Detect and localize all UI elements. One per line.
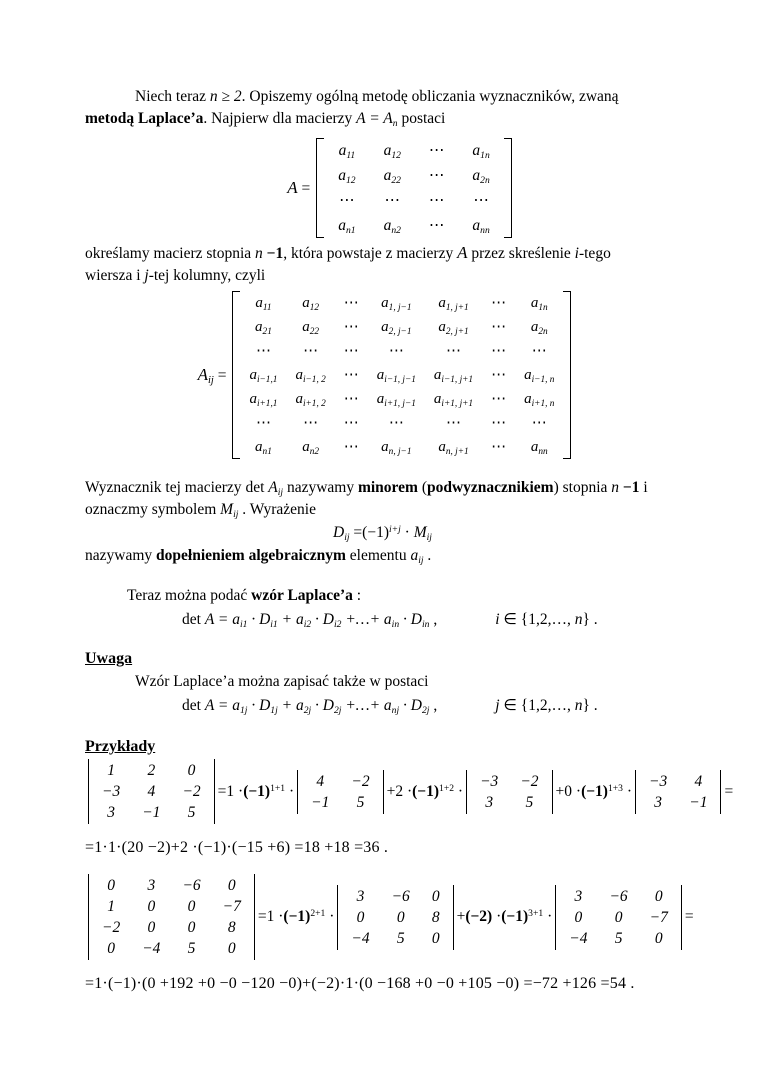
- math-run: $=1 \cdot(-1)^{1+1}$ ·: [217, 782, 295, 800]
- math-run: wzór Laplace’a: [251, 587, 353, 604]
- cofactor-paragraph: [85, 545, 680, 567]
- math-run: n: [255, 245, 263, 262]
- math-run: } .: [582, 611, 598, 628]
- matrix-cell: ⋯: [531, 415, 547, 431]
- spacer: [85, 824, 680, 836]
- math-run: n: [574, 697, 583, 714]
- math-run: $A = a_{i1} \cdot D_{i1} + a_{i2} \cdot D_{i2}$ +…+ $a_{in} \cdot D_{in}$: [204, 611, 430, 630]
- matrix-cell: ⋯: [491, 415, 507, 431]
- matrix-cell: $a_{n2}$: [302, 439, 319, 457]
- matrix-grid: [300, 771, 380, 813]
- matrix-cell: $a_{12}$: [338, 167, 356, 186]
- matrix-cell: 3: [485, 793, 494, 811]
- matrix-cell: 3: [574, 887, 583, 905]
- matrix-cell: ⋯: [255, 343, 271, 359]
- math-run: j: [144, 267, 149, 284]
- matrix-cell: 4: [147, 783, 156, 800]
- uwaga-heading: Uwaga: [85, 650, 133, 667]
- matrix-cell: $a_{n, j-1}$: [381, 439, 412, 457]
- matrix-cell: ⋯: [343, 295, 359, 311]
- matrix-cell: ⋯: [303, 415, 319, 431]
- matrix-cell: −3: [102, 783, 121, 800]
- uwaga-formula-line: [85, 693, 680, 719]
- matrix-a-lhs: [287, 178, 310, 198]
- matrix-cell: $a_{n1}$: [338, 217, 356, 236]
- math-run: oznaczmy symbolem: [85, 501, 221, 518]
- matrix-aij: [232, 291, 571, 459]
- matrix-grid: [638, 771, 718, 813]
- matrix-cell: ⋯: [343, 319, 359, 335]
- math-run: Niech teraz: [135, 88, 210, 105]
- matrix-grid: [558, 886, 679, 949]
- math-run: −1: [619, 479, 640, 496]
- matrix-bracket-left: [316, 138, 324, 238]
- math-run: minorem: [357, 479, 418, 496]
- math-run: . Wyrażenie: [238, 501, 316, 518]
- matrix-cell: ⋯: [428, 217, 445, 234]
- matrix-cell: −1: [142, 804, 161, 821]
- math-run: $+2 \cdot(-1)^{1+2}$ ·: [386, 782, 464, 800]
- example1-equation: [86, 759, 734, 824]
- math-run: nazywamy: [283, 479, 358, 496]
- math-run: } .: [582, 697, 598, 714]
- matrix-cell: $a_{2n}$: [472, 167, 490, 186]
- matrix-cell: $a_{21}$: [255, 319, 272, 337]
- matrix-cell: $a_{12}$: [383, 142, 401, 161]
- matrix-cell: ⋯: [491, 319, 507, 335]
- math-run: =: [297, 180, 311, 197]
- determinant-matrix: [466, 770, 552, 814]
- matrix-cell: ⋯: [446, 415, 461, 431]
- matrix-cell: 8: [431, 908, 440, 926]
- matrix-cell: ⋯: [446, 343, 461, 359]
- math-run: $A = a_{1j} \cdot D_{1j} + a_{2j} \cdot D_{2j}$ +…+ $a_{nj} \cdot D_{2j}$: [204, 697, 430, 716]
- matrix-cell: −1: [689, 793, 708, 811]
- matrix-cell: −6: [182, 877, 201, 894]
- matrix-cell: $a_{nn}$: [472, 217, 490, 236]
- math-run: −1: [262, 245, 284, 262]
- matrix-cell: −2: [351, 772, 370, 790]
- matrix-cell: −1: [311, 793, 330, 811]
- matrix-cell: 5: [187, 804, 196, 821]
- laplace-condition: [495, 607, 597, 633]
- math-run: $=1 \cdot(-1)^{2+1}$ ·: [257, 908, 335, 925]
- matrix-cell: ⋯: [255, 415, 271, 431]
- uwaga-condition: [495, 693, 597, 719]
- matrix-cell: $a_{i+1, 2}$: [295, 391, 326, 409]
- matrix-cell: 1: [107, 762, 115, 779]
- matrix-bracket-right: [504, 138, 512, 238]
- spacer: [85, 469, 680, 477]
- spacer: [85, 860, 680, 874]
- matrix-cell: ⋯: [388, 415, 404, 431]
- math-run: $M_{ij}$: [220, 501, 239, 520]
- matrix-cell: −6: [391, 887, 410, 905]
- matrix-cell: ⋯: [343, 415, 359, 431]
- matrix-cell: $a_{n1}$: [255, 439, 272, 457]
- matrix-cell: 0: [356, 908, 365, 926]
- matrix-cell: $a_{i-1, j-1}$: [376, 367, 416, 385]
- laplace-formula: [182, 607, 437, 633]
- matrix-cell: 0: [227, 877, 236, 894]
- matrix-cell: $a_{i+1,1}$: [249, 391, 278, 409]
- matrix-bracket-right: [563, 291, 571, 459]
- paragraph-line: [85, 477, 680, 499]
- matrix-cell: −2: [182, 783, 201, 800]
- matrix-cell: ⋯: [343, 343, 359, 359]
- matrix-cell: −3: [480, 772, 499, 790]
- determinant-matrix: [635, 770, 721, 814]
- math-run: i: [574, 245, 579, 262]
- matrix-cell: $a_{1, j-1}$: [381, 295, 412, 313]
- matrix-cell: 0: [654, 887, 663, 905]
- intro-paragraph: [85, 86, 680, 130]
- math-run: i: [495, 611, 500, 628]
- paragraph-line: [85, 265, 680, 287]
- matrix-cell: $a_{2, j+1}$: [438, 319, 469, 337]
- matrix-cell: ⋯: [428, 167, 445, 184]
- matrix-cell: ⋯: [491, 295, 507, 311]
- math-run: $a_{ij}$: [410, 547, 424, 566]
- matrix-bracket-left: [232, 291, 240, 459]
- matrix-cell: 2: [147, 762, 156, 779]
- cofactor-formula: [85, 521, 680, 545]
- math-run: nazywamy: [85, 547, 157, 564]
- matrix-cell: 1: [107, 898, 115, 915]
- math-run: =: [213, 367, 227, 384]
- math-run: podwyznacznikiem: [426, 479, 554, 496]
- uwaga-intro: [85, 671, 680, 693]
- math-run: =1·1·(20 −2)+2 ·(−1)·(−15 +6) =18 +18 =36 .: [85, 839, 389, 856]
- matrix-aij-lhs: [198, 365, 227, 385]
- math-run: ,: [429, 697, 438, 714]
- math-run: -tej kolumny, czyli: [148, 267, 266, 284]
- matrix-cell: 0: [227, 940, 236, 957]
- math-run: . Najpierw dla macierzy: [203, 110, 357, 127]
- math-run: A: [457, 243, 468, 262]
- math-run: Wzór Laplace’a można zapisać także w postaci: [135, 673, 429, 690]
- math-run: $A = A_n$: [356, 110, 398, 129]
- paragraph-line: [85, 242, 680, 265]
- matrix-cell: ⋯: [343, 367, 359, 383]
- math-run: det: [245, 479, 269, 496]
- matrix-cell: $a_{n, j+1}$: [438, 439, 469, 457]
- math-run: .: [423, 547, 432, 564]
- determinant-matrix: [337, 885, 453, 950]
- minor-paragraph: [85, 477, 680, 521]
- math-run: n: [209, 88, 218, 105]
- math-run: ∈ {1,2,…,: [499, 611, 575, 628]
- spacer: [85, 633, 680, 647]
- determinant-matrix: [88, 759, 215, 824]
- matrix-cell: 5: [396, 929, 405, 947]
- matrix-cell: $a_{22}$: [383, 167, 401, 186]
- example2-equation: [86, 874, 694, 960]
- math-run: elementu: [345, 547, 411, 564]
- matrix-cell: 3: [654, 793, 663, 811]
- matrix-cell: ⋯: [531, 343, 547, 359]
- matrix-cell: 5: [525, 793, 534, 811]
- matrix-cell: ⋯: [384, 192, 400, 209]
- matrix-a-equation: [119, 138, 680, 238]
- matrix-cell: 0: [187, 898, 196, 915]
- determinant-matrix: [555, 885, 682, 950]
- math-run: ,: [429, 611, 438, 628]
- matrix-cell: $a_{22}$: [302, 319, 319, 337]
- spacer: [85, 567, 680, 585]
- math-run: $A_{ij}$: [197, 365, 214, 387]
- math-run: ) stopnia: [553, 479, 612, 496]
- math-run: . Opiszemy ogólną metodę obliczania wyznaczników, zwaną: [241, 88, 619, 105]
- paragraph-line: [85, 86, 680, 108]
- matrix-cell: −7: [222, 898, 241, 915]
- matrix-cell: ⋯: [491, 367, 507, 383]
- matrix-cell: 5: [187, 940, 196, 957]
- math-run: j: [495, 697, 500, 714]
- matrix-cell: $a_{2, j-1}$: [381, 319, 412, 337]
- math-run: =: [684, 908, 694, 925]
- matrix-cell: ⋯: [491, 391, 507, 407]
- math-run: :: [352, 587, 362, 604]
- matrix-cell: 0: [147, 919, 156, 936]
- matrix-cell: 3: [107, 804, 115, 821]
- matrix-cell: 3: [147, 877, 156, 894]
- matrix-cell: 0: [107, 877, 115, 894]
- math-run: ∈ {1,2,…,: [499, 697, 575, 714]
- math-run: =: [724, 782, 734, 800]
- matrix-cell: 0: [654, 929, 663, 947]
- determinant-matrix: [88, 874, 255, 960]
- math-run: , która powstaje z macierzy: [283, 245, 458, 262]
- matrix-cell: 4: [316, 772, 325, 790]
- math-run: $D_{ij}$: [333, 524, 350, 543]
- matrix-cell: ⋯: [388, 343, 404, 359]
- matrix-cell: 5: [356, 793, 365, 811]
- matrix-cell: 4: [694, 772, 703, 790]
- laplace-formula-line: [85, 607, 680, 633]
- matrix-grid: [340, 886, 450, 949]
- matrix-cell: $a_{n2}$: [383, 217, 401, 236]
- spacer: [85, 719, 680, 735]
- math-run: det: [182, 611, 205, 628]
- math-run: dopełnieniem algebraicznym: [156, 547, 346, 564]
- matrix-cell: $a_{12}$: [302, 295, 319, 313]
- matrix-cell: 5: [614, 929, 623, 947]
- math-run: i: [639, 479, 648, 496]
- spacer: [85, 960, 680, 972]
- example1-result: [85, 836, 680, 860]
- matrix-cell: 8: [227, 919, 236, 936]
- matrix-cell: −4: [351, 929, 370, 947]
- matrix-cell: $a_{i-1, n}$: [524, 367, 555, 385]
- math-run: $+0 \cdot(-1)^{1+3}$ ·: [555, 782, 633, 800]
- math-run: det: [182, 697, 205, 714]
- matrix-cell: 0: [431, 887, 440, 905]
- matrix-cell: −2: [102, 919, 121, 936]
- matrix-cell: −4: [142, 940, 161, 957]
- matrix-grid: [240, 291, 563, 459]
- matrix-aij-equation: [89, 291, 680, 459]
- example2-result: [85, 972, 680, 996]
- matrix-cell: ⋯: [339, 192, 355, 209]
- matrix-grid: [324, 138, 504, 238]
- matrix-cell: $a_{nn}$: [530, 439, 548, 457]
- matrix-cell: 0: [431, 929, 440, 947]
- math-run: -tego: [578, 245, 611, 262]
- matrix-cell: $a_{11}$: [338, 142, 356, 161]
- matrix-cell: −3: [649, 772, 668, 790]
- matrix-cell: $a_{2n}$: [530, 319, 548, 337]
- matrix-cell: 0: [614, 908, 623, 926]
- matrix-grid: [469, 771, 549, 813]
- przyklady-heading: Przykłady: [85, 738, 156, 755]
- crossing-paragraph: [85, 242, 680, 287]
- matrix-cell: ⋯: [491, 439, 507, 455]
- math-run: określamy macierz stopnia: [85, 245, 256, 262]
- matrix-cell: ⋯: [473, 192, 489, 209]
- matrix-cell: 0: [147, 898, 156, 915]
- math-run: metodą Laplace’a: [85, 110, 204, 127]
- math-run: $A_{ij}$: [268, 479, 284, 498]
- matrix-grid: [91, 875, 252, 959]
- matrix-cell: ⋯: [491, 343, 507, 359]
- math-run: ≥ 2: [217, 88, 242, 105]
- math-run: A: [287, 178, 298, 197]
- matrix-cell: −6: [609, 887, 628, 905]
- math-run: $M_{ij}$: [413, 524, 432, 543]
- matrix-cell: 0: [107, 940, 115, 957]
- paragraph-line: [85, 499, 680, 521]
- math-run: Wyznacznik tej macierzy: [85, 479, 246, 496]
- matrix-cell: $a_{i+1, n}$: [524, 391, 555, 409]
- math-run: i+j: [388, 524, 401, 536]
- matrix-cell: $a_{i-1,1}$: [249, 367, 278, 385]
- matrix-cell: ⋯: [343, 391, 359, 407]
- matrix-cell: ⋯: [303, 343, 319, 359]
- matrix-cell: $a_{1, j+1}$: [438, 295, 469, 313]
- math-run: (: [417, 479, 427, 496]
- paragraph-line: [85, 108, 680, 130]
- matrix-cell: 0: [187, 762, 196, 779]
- matrix-cell: −2: [520, 772, 539, 790]
- matrix-cell: ⋯: [343, 439, 359, 455]
- math-run: Teraz można podać: [127, 587, 252, 604]
- math-run: n: [574, 611, 583, 628]
- matrix-cell: $a_{1n}$: [530, 295, 548, 313]
- matrix-cell: $a_{i+1, j+1}$: [433, 391, 474, 409]
- math-run: $+(-2) \cdot(-1)^{3+1}$ ·: [456, 908, 553, 925]
- matrix-cell: −4: [569, 929, 588, 947]
- matrix-a: [316, 138, 512, 238]
- matrix-cell: $a_{i+1, j-1}$: [376, 391, 416, 409]
- matrix-cell: 0: [396, 908, 405, 926]
- math-run: postaci: [397, 110, 446, 127]
- matrix-cell: −7: [649, 908, 668, 926]
- math-run: n: [611, 479, 620, 496]
- laplace-intro: [85, 585, 680, 607]
- matrix-cell: ⋯: [428, 192, 445, 209]
- matrix-cell: ⋯: [428, 142, 445, 159]
- matrix-cell: 3: [356, 887, 365, 905]
- matrix-cell: $a_{i-1, 2}$: [295, 367, 326, 385]
- matrix-cell: $a_{1n}$: [472, 142, 490, 161]
- matrix-cell: 0: [574, 908, 583, 926]
- matrix-cell: $a_{11}$: [255, 295, 272, 313]
- math-run: ·: [400, 524, 414, 541]
- determinant-matrix: [297, 770, 383, 814]
- math-run: przez skreślenie: [467, 245, 575, 262]
- uwaga-formula: [182, 693, 437, 719]
- math-run: wiersza i: [85, 267, 145, 284]
- matrix-cell: 0: [187, 919, 196, 936]
- math-run: =(−1): [349, 524, 389, 541]
- matrix-grid: [91, 760, 212, 823]
- matrix-cell: $a_{i-1, j+1}$: [433, 367, 474, 385]
- math-run: =1·(−1)·(0 +192 +0 −0 −120 −0)+(−2)·1·(0 −168 +0 −0 +105 −0) =−72 +126 =54 .: [85, 975, 635, 992]
